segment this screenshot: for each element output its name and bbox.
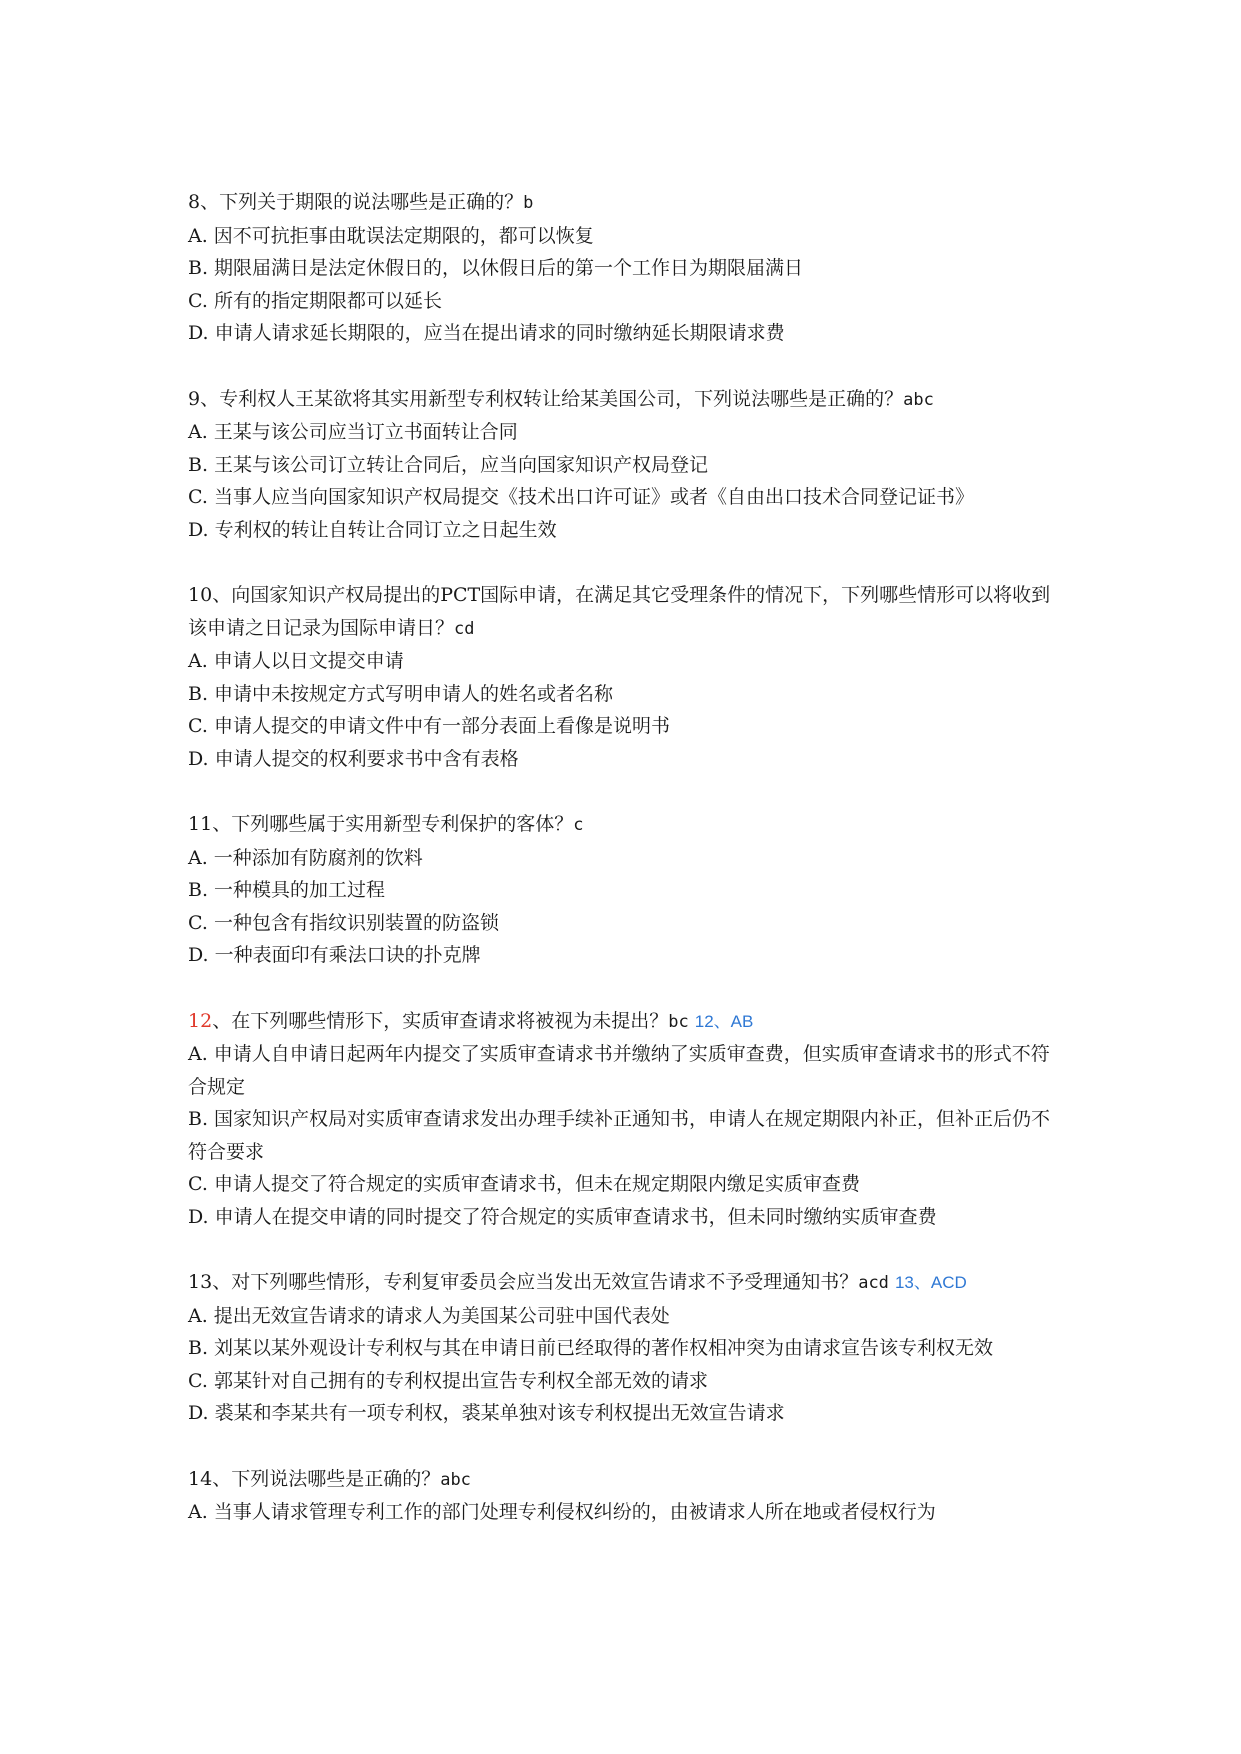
option: B. 期限届满日是法定休假日的，以休假日后的第一个工作日为期限届满日 (188, 257, 804, 279)
option: D. 申请人请求延长期限的，应当在提出请求的同时缴纳延长期限请求费 (188, 322, 785, 344)
option: C. 所有的指定期限都可以延长 (188, 289, 442, 312)
document-page (188, 186, 1068, 1562)
answer: cd (454, 618, 475, 639)
option: A. 一种添加有防腐剂的饮料 (188, 846, 423, 869)
option: C. 一种包含有指纹识别装置的防盗锁 (188, 911, 499, 934)
answer: bc (668, 1011, 689, 1032)
option: A. 申请人自申请日起两年内提交了实质审查请求书并缴纳了实质审查费，但实质审查请求书的形式不符合规定 (188, 1043, 1050, 1098)
answer: acd (858, 1273, 889, 1293)
option: A. 提出无效宣告请求的请求人为美国某公司驻中国代表处 (188, 1304, 670, 1327)
option: C. 申请人提交的申请文件中有一部分表面上看像是说明书 (188, 715, 670, 737)
answer-note: 12、AB (694, 1011, 754, 1031)
option: C. 申请人提交了符合规定的实质审查请求书，但未在规定期限内缴足实质审查费 (188, 1173, 860, 1195)
option: B. 王某与该公司订立转让合同后，应当向国家知识产权局登记 (188, 453, 709, 476)
question-number: 12 (188, 1009, 213, 1032)
question-stem: 13、对下列哪些情形，专利复审委员会应当发出无效宣告请求不予受理通知书？acd 13、ACD (188, 1271, 967, 1293)
option: D. 专利权的转让自转让合同订立之日起生效 (188, 518, 557, 541)
option: D. 申请人提交的权利要求书中含有表格 (188, 747, 519, 770)
option: C. 当事人应当向国家知识产权局提交《技术出口许可证》或者《自由出口技术合同登记证书》 (188, 486, 974, 508)
answer: abc (903, 389, 934, 410)
option: D. 申请人在提交申请的同时提交了符合规定的实质审查请求书，但未同时缴纳实质审查费 (188, 1205, 937, 1228)
option: A. 当事人请求管理专利工作的部门处理专利侵权纠纷的，由被请求人所在地或者侵权行为 (188, 1501, 936, 1523)
question-9 (188, 383, 1068, 547)
option: C. 郭某针对自己拥有的专利权提出宣告专利权全部无效的请求 (188, 1369, 708, 1392)
answer: c (573, 815, 584, 835)
question-stem: 12、在下列哪些情形下，实质审查请求将被视为未提出？bc 12、AB (188, 1009, 754, 1032)
question-stem: 9、专利权人王某欲将其实用新型专利权转让给某美国公司，下列说法哪些是正确的？abc (188, 387, 934, 410)
question-stem: 14、下列说法哪些是正确的？abc (188, 1467, 471, 1490)
answer-note: 13、ACD (894, 1273, 967, 1292)
option: A. 申请人以日文提交申请 (188, 650, 404, 672)
question-14 (188, 1463, 1068, 1529)
option: D. 一种表面印有乘法口诀的扑克牌 (188, 944, 481, 966)
option: B. 刘某以某外观设计专利权与其在申请日前已经取得的著作权相冲突为由请求宣告该专利权无效 (188, 1337, 994, 1359)
option: A. 因不可抗拒事由耽误法定期限的，都可以恢复 (188, 224, 594, 247)
option: B. 国家知识产权局对实质审查请求发出办理手续补正通知书，申请人在规定期限内补正，但补正后仍不符合要求 (188, 1108, 1051, 1163)
question-10 (188, 579, 1068, 775)
option: A. 王某与该公司应当订立书面转让合同 (188, 421, 518, 443)
question-11 (188, 808, 1068, 972)
question-stem: 10、向国家知识产权局提出的PCT国际申请，在满足其它受理条件的情况下，下列哪些情形可以将收到该申请之日记录为国际申请日？cd (188, 584, 1051, 639)
answer: abc (440, 1469, 471, 1490)
option: D. 裘某和李某共有一项专利权，裘某单独对该专利权提出无效宣告请求 (188, 1402, 785, 1424)
answer: b (523, 193, 534, 213)
question-stem: 11、下列哪些属于实用新型专利保护的客体？c (188, 813, 584, 835)
question-8 (188, 186, 1068, 350)
option: B. 一种模具的加工过程 (188, 879, 386, 901)
question-stem: 8、下列关于期限的说法哪些是正确的？b (188, 191, 534, 213)
option: B. 申请中未按规定方式写明申请人的姓名或者名称 (188, 682, 614, 705)
question-13 (188, 1266, 1068, 1430)
question-12 (188, 1005, 1068, 1234)
